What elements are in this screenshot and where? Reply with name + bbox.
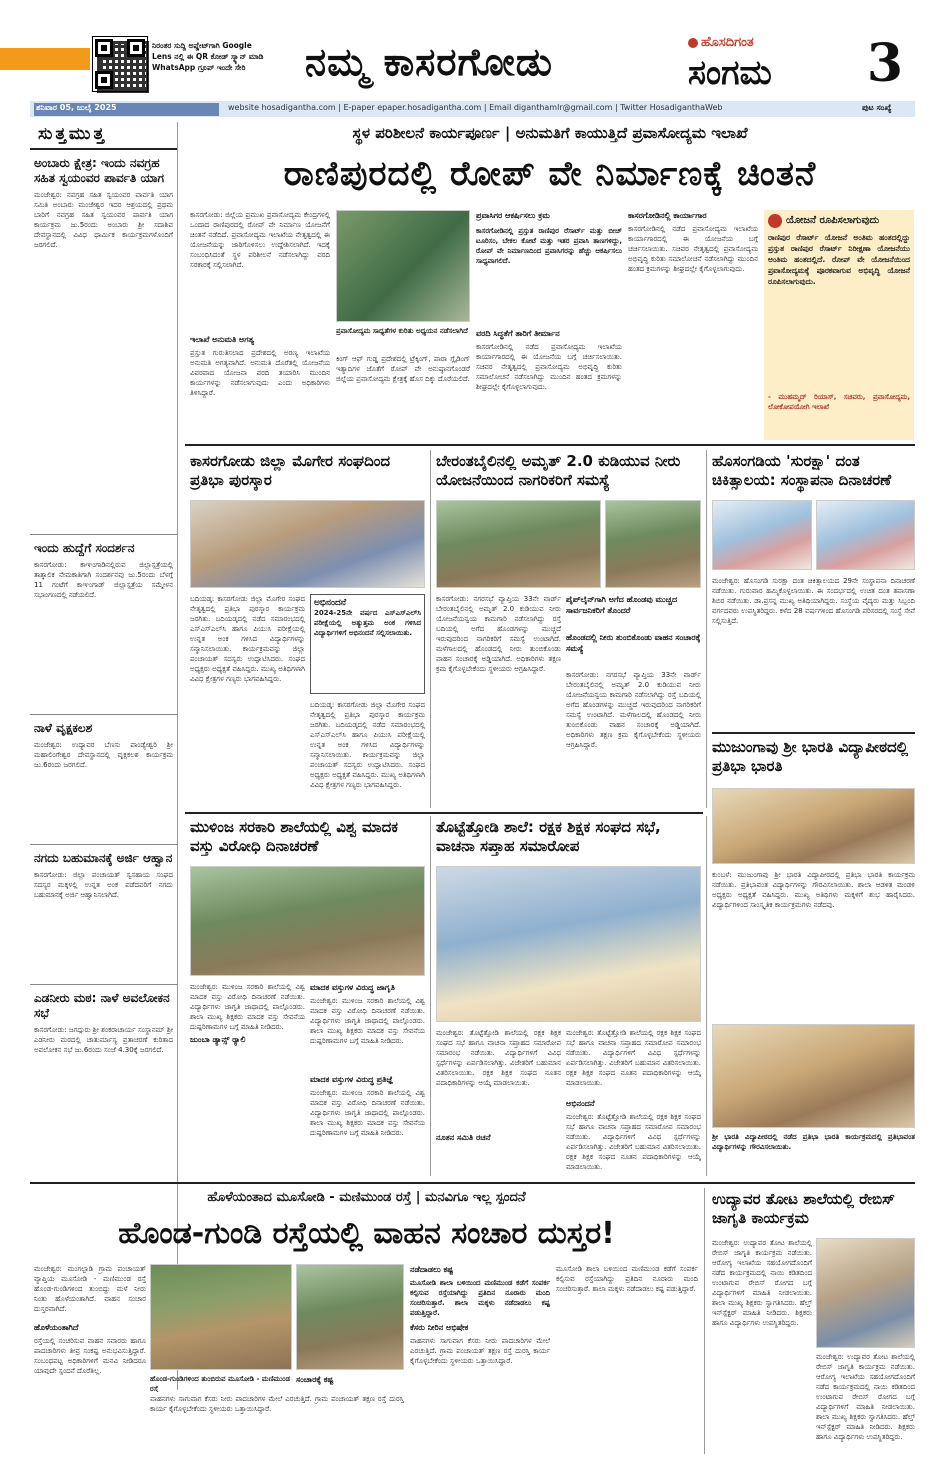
award-body: ಬದಿಯಡ್ಕ: ಕಾಸರಗೋಡು ಜಿಲ್ಲಾ ಮೊಗೇರ ಸಂಘದ ನೇತೃತ್ವದಲ್ಲಿ ಪ್ರತಿಭಾ ಪುರಸ್ಕಾರ ಕಾರ್ಯಕ್ರಮ ಜರಗಿತು. ಬದಿಯಡ್ಕದಲ್ಲಿ ನಡೆದ ಸಮಾರಂಭದಲ್ಲಿ ಎಸ್ಎಸ್ಎಲ್‌ಸಿ ಹಾಗೂ ಪಿಯುಸಿ ಪರೀಕ್ಷೆಯಲ್ಲಿ ಉನ್ನತ ಅಂಕ ಗಳಿಸಿದ ವಿದ್ಯಾರ್ಥಿಗಳನ್ನು ಸನ್ಮಾನಿಸಲಾಯಿತು. ಕಾರ್ಯಕ್ರಮವನ್ನು ಜಿಲ್ಲಾ ಪಂಚಾಯತ್ ಸದಸ್ಯರು ಉದ್ಘಾಟಿಸಿದರು. ಸಂಘದ ಅಧ್ಯಕ್ಷರು ಅಧ್ಯಕ್ಷತೆ ವಹಿಸಿದ್ದರು. ಮುಖ್ಯ ಅತಿಥಿಗಳಾಗಿ ವಿವಿಧ ಕ್ಷೇತ್ರಗಳ ಗಣ್ಯರು ಭಾಗವಹಿಸಿದ್ದರು. [190, 595, 305, 683]
sidebar-item-body: ಕಾಸರಗೋಡು: ಜಗದ್ಗುರು ಶ್ರೀ ಶಂಕರಾಚಾರ್ಯ ಸಂಸ್ಥಾನಮ್ ಶ್ರೀ ಎಡನೀರು ಮಠದಲ್ಲಿ ಚಾತುರ್ಮಾಸ್ಯ ವ್ರತಾಚರಣೆ ಕುರಿತಾದ ಅವಲೋಕನ ಸಭೆ ಜು.6ರಂದು ಸಂಜೆ 4.30ಕ್ಕೆ ಜರಗಲಿದೆ. [34, 1026, 173, 1054]
road-body-1: ಮಂಜೇಶ್ವರ: ಮಂಗಲ್ಪಾಡಿ ಗ್ರಾಮ ಪಂಚಾಯತ್ ವ್ಯಾಪ್ತಿಯ ಮೂಸೋಡಿ - ಮಣಿಮುಂಡ ರಸ್ತೆ ಹೊಂಡ-ಗುಂಡಿಗಳಿಂದ ತುಂಬಿದ್ದು ಮಳೆ ನೀರು ನಿಂತು ಹೊಳೆಯಂತಾಗಿದೆ. ವಾಹನ ಸಂಚಾರ ದುಸ್ತರವಾಗಿದೆ. [34, 1265, 146, 1313]
award-box [310, 594, 425, 694]
water-headline: ಬೇರಂತಬೈಲಿನಲ್ಲಿ ಅಮೃತ್ 2.0 ಕುಡಿಯುವ ನೀರು ಯೋಜನೆಯಿಂದ ನಾಗರಿಕರಿಗೆ ಸಮಸ್ಯೆ [436, 452, 681, 489]
sidebar-item [30, 849, 177, 980]
sidebar-item-head: ಎಡನೀರು ಮಠ: ನಾಳೆ ಅವಲೋಕನ ಸಭೆ [34, 991, 170, 1020]
brand-circle-icon [688, 38, 698, 48]
water-photo-2 [605, 500, 701, 588]
drug-subhead-2: ಮಾದಕ ವಸ್ತುಗಳ ವಿರುದ್ಧ ಜಾಗೃತಿ [310, 983, 395, 992]
hospital-photo-2 [816, 500, 915, 570]
road-kicker: ಹೊಳೆಯಂತಾದ ಮೂಸೋಡಿ - ಮಣಿಮುಂಡ ರಸ್ತೆ | ಮನವಿಗೂ ಇಲ್ಲ ಸ್ಪಂದನೆ [207, 1190, 526, 1205]
sidebar-item-body: ಕಾಸರಗೋಡು: ಕಾಞಂಗಾಡಿನಲ್ಲಿರುವ ಜಿಲ್ಲಾಸ್ಪತ್ರೆಯಲ್ಲಿ ತಾತ್ಕಾಲಿಕ ನೇಮಕಾತಿಗಾಗಿ ಸಂದರ್ಶನವು ಜು.5ರಂದು ಬೆಳಗ್ಗೆ 11 ಗಂಟೆಗೆ ಕಾಞಂಗಾಡ್ ಜಿಲ್ಲಾಸ್ಪತ್ರೆಯ ಸಮ್ಮೇಳನ ಸಭಾಂಗಣದಲ್ಲಿ ನಡೆಯಲಿದೆ. [34, 561, 173, 599]
section-title: ಸಂಗಮ [688, 53, 772, 93]
award-body-2: ಬದಿಯಡ್ಕ: ಕಾಸರಗೋಡು ಜಿಲ್ಲಾ ಮೊಗೇರ ಸಂಘದ ನೇತೃತ್ವದಲ್ಲಿ ಪ್ರತಿಭಾ ಪುರಸ್ಕಾರ ಕಾರ್ಯಕ್ರಮ ಜರಗಿತು. ಬದಿಯಡ್ಕದಲ್ಲಿ ನಡೆದ ಸಮಾರಂಭದಲ್ಲಿ ಎಸ್ಎಸ್ಎಲ್‌ಸಿ ಹಾಗೂ ಪಿಯುಸಿ ಪರೀಕ್ಷೆಯಲ್ಲಿ ಉನ್ನತ ಅಂಕ ಗಳಿಸಿದ ವಿದ್ಯಾರ್ಥಿಗಳನ್ನು ಸನ್ಮಾನಿಸಲಾಯಿತು. ಕಾರ್ಯಕ್ರಮವನ್ನು ಜಿಲ್ಲಾ ಪಂಚಾಯತ್ ಸದಸ್ಯರು ಉದ್ಘಾಟಿಸಿದರು. ಸಂಘದ ಅಧ್ಯಕ್ಷರು ಅಧ್ಯಕ್ಷತೆ ವಹಿಸಿದ್ದರು. ಮುಖ್ಯ ಅತಿಥಿಗಳಾಗಿ ವಿವಿಧ ಕ್ಷೇತ್ರಗಳ ಗಣ್ಯರು ಭಾಗವಹಿಸಿದ್ದರು. [310, 701, 425, 789]
rabies-body: ಮಂಜೇಶ್ವರ: ಉದ್ಯಾವರ ತೋಟ ಶಾಲೆಯಲ್ಲಿ ರೇಬಿಸ್ ಜಾಗೃತಿ ಕಾರ್ಯಕ್ರಮ ನಡೆಯಿತು. ಆರೋಗ್ಯ ಇಲಾಖೆಯ ಸಹಯೋಗದೊಂದಿಗೆ ನಡೆದ ಕಾರ್ಯಕ್ರಮದಲ್ಲಿ ನಾಯಿ ಕಡಿತದಿಂದ ಉಂಟಾಗುವ ರೇಬಿಸ್ ರೋಗದ ಬಗ್ಗೆ ವಿದ್ಯಾರ್ಥಿಗಳಿಗೆ ಮಾಹಿತಿ ನೀಡಲಾಯಿತು. ಶಾಲಾ ಮುಖ್ಯ ಶಿಕ್ಷಕರು ಸ್ವಾಗತಿಸಿದರು. ಹೆಲ್ತ್ ಇನ್‌ಸ್ಪೆಕ್ಟರ್ ಮಾಹಿತಿ ನೀಡಿದರು. ಶಿಕ್ಷಕರು ಹಾಗೂ ವಿದ್ಯಾರ್ಥಿಗಳು ಉಪಸ್ಥಿತರಿದ್ದರು. [712, 1239, 812, 1327]
bharathi-body: ಕುಂಬಳೆ: ಮುಜುಂಗಾವು ಶ್ರೀ ಭಾರತಿ ವಿದ್ಯಾಪೀಠದಲ್ಲಿ ಪ್ರತಿಭಾ ಭಾರತಿ ಕಾರ್ಯಕ್ರಮ ನಡೆಯಿತು. ಪ್ರತಿಭಾವಂತ ವಿದ್ಯಾರ್ಥಿಗಳನ್ನು ಗೌರವಿಸಲಾಯಿತು. ಶಾಲಾ ಆಡಳಿತ ಮಂಡಳಿ ಅಧ್ಯಕ್ಷರು ಅಧ್ಯಕ್ಷತೆ ವಹಿಸಿದ್ದರು. ಮುಖ್ಯ ಅತಿಥಿಗಳು ಮಕ್ಕಳಿಗೆ ಶುಭ ಹಾರೈಸಿದರು. ವಿದ್ಯಾರ್ಥಿಗಳಿಂದ ಸಾಂಸ್ಕೃತಿಕ ಕಾರ್ಯಕ್ರಮಗಳು ನಡೆದವು. [712, 871, 915, 909]
school-subhead-2: ಅಭಿನಂದನೆ [566, 1099, 595, 1108]
road-subhead-4: ಸಂಚಾರಕ್ಕೆ ಕಷ್ಟ [296, 1375, 334, 1384]
qr-code[interactable] [92, 36, 148, 92]
info-pin-icon [768, 214, 782, 228]
lead-infobox [764, 210, 914, 440]
drug-headline: ಮುಳಿಂಜ ಸರಕಾರಿ ಶಾಲೆಯಲ್ಲಿ ವಿಶ್ವ ಮಾದಕ ವಸ್ತು ವಿರೋಧಿ ದಿನಾಚರಣೆ [190, 818, 399, 855]
road-caption: ಹೊಂಡ-ಗುಂಡಿಗಳಿಂದ ತುಂಬಿರುವ ಮೂಸೋಡಿ - ಮಣಿಮುಂಡ ರಸ್ತೆ [150, 1375, 290, 1392]
sidebar-item-body: ಕಾಸರಗೋಡು: ಜಿಲ್ಲಾ ಪಂಚಾಯತ್ ಸ್ವಸಹಾಯ ಸಂಘದ ಸದಸ್ಯರ ಮಕ್ಕಳಲ್ಲಿ ಉನ್ನತ ಅಂಕ ಪಡೆದವರಿಗೆ ನಗದು ಬಹುಮಾನಕ್ಕೆ ಅರ್ಜಿ ಆಹ್ವಾನಿಸಲಾಗಿದೆ. [34, 871, 173, 899]
bharathi-headline: ಮುಜುಂಗಾವು ಶ್ರೀ ಭಾರತಿ ವಿದ್ಯಾಪೀಠದಲ್ಲಿ ಪ್ರತಿಭಾ ಭಾರತಿ [712, 738, 909, 775]
rabies-body-2: ಮಂಜೇಶ್ವರ: ಉದ್ಯಾವರ ತೋಟ ಶಾಲೆಯಲ್ಲಿ ರೇಬಿಸ್ ಜಾಗೃತಿ ಕಾರ್ಯಕ್ರಮ ನಡೆಯಿತು. ಆರೋಗ್ಯ ಇಲಾಖೆಯ ಸಹಯೋಗದೊಂದಿಗೆ ನಡೆದ ಕಾರ್ಯಕ್ರಮದಲ್ಲಿ ನಾಯಿ ಕಡಿತದಿಂದ ಉಂಟಾಗುವ ರೇಬಿಸ್ ರೋಗದ ಬಗ್ಗೆ ವಿದ್ಯಾರ್ಥಿಗಳಿಗೆ ಮಾಹಿತಿ ನೀಡಲಾಯಿತು. ಶಾಲಾ ಮುಖ್ಯ ಶಿಕ್ಷಕರು ಸ್ವಾಗತಿಸಿದರು. ಹೆಲ್ತ್ ಇನ್‌ಸ್ಪೆಕ್ಟರ್ ಮಾಹಿತಿ ನೀಡಿದರು. ಶಿಕ್ಷಕರು ಹಾಗೂ ವಿದ್ಯಾರ್ಥಿಗಳು ಉಪಸ್ಥಿತರಿದ್ದರು. [816, 1353, 915, 1441]
drug-photo [190, 866, 425, 976]
award-box-title: ಅಭಿನಂದನೆ [314, 598, 347, 608]
road-subhead-1: ಹೊಳೆಯಂತಾಗಿದೆ [34, 1323, 79, 1332]
info-body: ರಾಣಿಪುರ ರೆಸಾರ್ಟ್ ಯೋಜನೆ ಅಂತಿಮ ಹಂತದಲ್ಲಿದ್ದು ಪ್ರಸ್ತುತ ರಾಣಿಪುರ ರೆಸಾರ್ಟ್ ನಿರೀಕ್ಷಣಾ ಯೋಜನೆಯು ಅಂತಿಮ ಹಂತದಲ್ಲಿದೆ. ರೋಪ್ ವೇ ಯೋಜನೆಯಿಂದ ಪ್ರವಾಸೋದ್ಯಮಕ್ಕೆ ಪೂರಕವಾಗುವ ಅಭಿವೃದ್ಧಿ ಯೋಜನೆ ರೂಪಿಸಲಾಗುವುದು. [768, 233, 910, 286]
date-line: ಶನಿವಾರ 05, ಜುಲೈ 2025 [34, 103, 219, 116]
hospital-photo-1 [712, 500, 812, 570]
water-callout-1: ಪೈಪ್‌ಲೈನ್‌ಗಾಗಿ ಅಗೆದ ಹೊಂಡವು ಮುಚ್ಚದ ಸಾರ್ವಜನಿಕರಿಗೆ ತೊಂದರೆ [566, 595, 678, 615]
masthead-title: ನಮ್ಮ ಕಾಸರಗೋಡು [305, 39, 554, 84]
sidebar-item-head: ಅಂಬಾರು ಕ್ಷೇತ್ರ: ಇಂದು ನವಗ್ರಹ ಸಹಿತ ಸ್ವಯಂವರ ಪಾರ್ವತಿ ಯಾಗ [34, 156, 165, 185]
road-body-4b: ವಾಹನಗಳು ಸಾಗುವಾಗ ಕೆಸರು ನೀರು ಪಾದಚಾರಿಗಳ ಮೇಲೆ ಎರಚುತ್ತಿದೆ. ಗ್ರಾಮ ಪಂಚಾಯತ್ ತಕ್ಷಣ ರಸ್ತೆ ದುರಸ್ತಿ ಕಾರ್ಯ ಕೈಗೊಳ್ಳಬೇಕೆಂದು ಸ್ಥಳೀಯರು ಒತ್ತಾಯಿಸಿದ್ದಾರೆ. [150, 1395, 404, 1413]
lead-photo-caption: ಪ್ರವಾಸೋದ್ಯಮ ಸಾಧ್ಯತೆಗಳ ಕುರಿತು ಅಧ್ಯಯನ ನಡೆಸಲಾಗಿದೆ [336, 327, 468, 335]
lead-body-1: ಕಾಸರಗೋಡು: ಜಿಲ್ಲೆಯ ಪ್ರಮುಖ ಪ್ರವಾಸೋದ್ಯಮ ಕೇಂದ್ರಗಳಲ್ಲಿ ಒಂದಾದ ರಾಣಿಪುರದಲ್ಲಿ ರೋಪ್ ವೇ ನಿರ್ಮಾಣ ಯೋಜನೆಗೆ ಚಿಂತನೆ ನಡೆದಿದೆ. ಪ್ರವಾಸೋದ್ಯಮ ಇಲಾಖೆಯ ನೇತೃತ್ವದಲ್ಲಿ ಈ ಯೋಜನೆಯನ್ನು ಜಾರಿಗೊಳಿಸಲು ಉದ್ದೇಶಿಸಲಾಗಿದೆ. ಇದಕ್ಕೆ ಸಂಬಂಧಿಸಿದಂತೆ ಸ್ಥಳ ಪರಿಶೀಲನೆ ನಡೆಸಲಾಗಿದ್ದು ವರದಿ ಸರಕಾರಕ್ಕೆ ಸಲ್ಲಿಸಲಾಗಿದೆ. [190, 211, 330, 269]
award-headline: ಕಾಸರಗೋಡು ಜಿಲ್ಲಾ ಮೊಗೇರ ಸಂಘದಿಂದ ಪ್ರತಿಭಾ ಪುರಸ್ಕಾರ [190, 452, 391, 489]
sidebar-item [30, 150, 177, 530]
drug-subhead-1: ಜುಂಬಾ ಡ್ಯಾನ್ಸ್ ರ‍್ಯಾಲಿ [190, 1034, 305, 1046]
award-box-body: 2024-25ನೇ ವರ್ಷದ ಎಸ್ಎಸ್ಎಲ್‌ಸಿ ಪರೀಕ್ಷೆಯಲ್ಲಿ ಅತ್ಯುತ್ತಮ ಅಂಕ ಗಳಿಸಿದ ವಿದ್ಯಾರ್ಥಿಗಳಿಗೆ ಅಭಿನಂದನೆ ಸಲ್ಲಿಸಲಾಯಿತು. [314, 609, 421, 637]
sidebar-item-head: ನಾಳೆ ವೃಕ್ಷಕಲಶ [34, 721, 93, 735]
road-body-3: ಮೂಸೋಡಿ ಶಾಲಾ ಬಳಿಯಿಂದ ಮಣಿಮುಂಡ ಕಡೆಗೆ ಸಂಪರ್ಕ ಕಲ್ಪಿಸುವ ರಸ್ತೆಯಾಗಿದ್ದು ಪ್ರತಿದಿನ ನೂರಾರು ಮಂದಿ ಸಂಚರಿಸುತ್ತಾರೆ. ಶಾಲಾ ಮಕ್ಕಳು ನಡೆದಾಡಲು ಕಷ್ಟ ಪಡುತ್ತಿದ್ದಾರೆ. [410, 1279, 550, 1317]
school-body-2: ಮಂಜೇಶ್ವರ: ತೊಟ್ಟೆತ್ತೋಡಿ ಶಾಲೆಯಲ್ಲಿ ರಕ್ಷಕ ಶಿಕ್ಷಕ ಸಂಘದ ಸಭೆ ಹಾಗೂ ವಾಚನಾ ಸಪ್ತಾಹದ ಸಮಾರೋಪ ಸಮಾರಂಭ ನಡೆಯಿತು. ವಿದ್ಯಾರ್ಥಿಗಳಿಗೆ ವಿವಿಧ ಸ್ಪರ್ಧೆಗಳನ್ನು ಏರ್ಪಡಿಸಲಾಗಿತ್ತು. ವಿಜೇತರಿಗೆ ಬಹುಮಾನ ವಿತರಿಸಲಾಯಿತು. ರಕ್ಷಕ ಶಿಕ್ಷಕ ಸಂಘದ ನೂತನ ಪದಾಧಿಕಾರಿಗಳನ್ನು ಆಯ್ಕೆ ಮಾಡಲಾಯಿತು. [566, 1029, 701, 1087]
lead-body-4b: ಕಾಸರಗೋಡಿನಲ್ಲಿ ನಡೆದ ಪ್ರವಾಸೋದ್ಯಮ ಇಲಾಖೆಯ ಕಾರ್ಯಾಗಾರದಲ್ಲಿ ಈ ಯೋಜನೆಯ ಬಗ್ಗೆ ಚರ್ಚಿಸಲಾಯಿತು. ಸಚಿವರ ನೇತೃತ್ವದಲ್ಲಿ ಪ್ರವಾಸೋದ್ಯಮ ಅಭಿವೃದ್ಧಿ ಕುರಿತು ಸಮಾಲೋಚನೆ ನಡೆಸಲಾಗಿದ್ದು ಮುಂದಿನ ಹಂತದ ಕ್ರಮಗಳನ್ನು ಶೀಘ್ರದಲ್ಲೇ ಕೈಗೊಳ್ಳಲಾಗುವುದು. [628, 225, 758, 273]
bharathi-photo-1 [712, 788, 915, 864]
water-callout-2: ಹೊಂಡದಲ್ಲಿ ನೀರು ತುಂಬಿಕೊಂಡು ವಾಹನ ಸಂಚಾರಕ್ಕೆ ಸಮಸ್ಯೆ [566, 633, 701, 653]
sidebar-item-head: ನಗದು ಬಹುಮಾನಕ್ಕೆ ಅರ್ಜಿ ಆಹ್ವಾನ [34, 851, 173, 865]
lead-headline: ರಾಣಿಪುರದಲ್ಲಿ ರೋಪ್ ವೇ ನಿರ್ಮಾಣಕ್ಕೆ ಚಿಂತನೆ [283, 154, 817, 194]
water-body-2: ಕಾಸರಗೋಡು: ನಗರಸಭೆ ವ್ಯಾಪ್ತಿಯ 33ನೇ ವಾರ್ಡ್ ಬೇರಂತಬೈಲಿನಲ್ಲಿ ಅಮೃತ್ 2.0 ಕುಡಿಯುವ ನೀರು ಯೋಜನೆಯನ್ವಯ ಕಾಮಗಾರಿ ನಡೆಸಲಾಗಿದ್ದು ರಸ್ತೆ ಬದಿಯಲ್ಲಿ ಅಗೆದ ಹೊಂಡಗಳನ್ನು ಮುಚ್ಚದೆ ಇರುವುದರಿಂದ ನಾಗರಿಕರಿಗೆ ಸಮಸ್ಯೆ ಉಂಟಾಗಿದೆ. ಮಳೆಗಾಲದಲ್ಲಿ ಹೊಂಡದಲ್ಲಿ ನೀರು ತುಂಬಿಕೊಂಡು ವಾಹನ ಸಂಚಾರಕ್ಕೆ ಅಡ್ಡಿಯಾಗಿದೆ. ಅಧಿಕಾರಿಗಳು ತಕ್ಷಣ ಕ್ರಮ ಕೈಗೊಳ್ಳಬೇಕೆಂದು ಸ್ಥಳೀಯರು ಆಗ್ರಹಿಸಿದ್ದಾರೆ. [566, 671, 701, 749]
school-subhead-1: ನೂತನ ಸಮಿತಿ ರಚನೆ [436, 1132, 561, 1144]
page-number: 3 [866, 33, 904, 94]
road-body-4: ವಾಹನಗಳು ಸಾಗುವಾಗ ಕೆಸರು ನೀರು ಪಾದಚಾರಿಗಳ ಮೇಲೆ ಎರಚುತ್ತಿದೆ. ಗ್ರಾಮ ಪಂಚಾಯತ್ ತಕ್ಷಣ ರಸ್ತೆ ದುರಸ್ತಿ ಕಾರ್ಯ ಕೈಗೊಳ್ಳಬೇಕೆಂದು ಸ್ಥಳೀಯರು ಒತ್ತಾಯಿಸಿದ್ದಾರೆ. [410, 1337, 550, 1365]
water-photo-1 [436, 500, 601, 588]
lead-photo-hill [336, 210, 470, 322]
sidebar-item [30, 539, 177, 710]
bharathi-photo-2 [712, 1024, 915, 1128]
info-credit: - ಮುಹಮ್ಮದ್ ರಿಯಾಸ್, ಸಚಿವರು, ಪ್ರವಾಸೋದ್ಯಮ, ಲೋಕೋಪಯೋಗಿ ಇಲಾಖೆ [768, 393, 910, 411]
sidebar-item-head: ಇಂದು ಹುದ್ದೆಗೆ ಸಂದರ್ಶನ [34, 541, 135, 555]
road-photo-2 [296, 1264, 404, 1370]
sidebar-item-body: ಮಂಜೇಶ್ವರ: ನವಗ್ರಹ ಸಹಿತ ಸ್ವಯಂವರ ಪಾರ್ವತಿ ಯಾಗ ಸಮಿತಿ ಅಂಬಾರು ಮಂಜೇಶ್ವರ ಇದರ ಆಶ್ರಯದಲ್ಲಿ ಪ್ರಥಮ ಬಾರಿಗೆ ನವಗ್ರಹ ಸಹಿತ ಸ್ವಯಂವರ ಪಾರ್ವತಿ ಯಾಗ ಕಾರ್ಯಕ್ರಮ ಜು.5ರಂದು ಅಂಬಾರು ಶ್ರೀ ಸದಾಶಿವ ದೇವಸ್ಥಾನದಲ್ಲಿ ವಿವಿಧ ಧಾರ್ಮಿಕ ಕಾರ್ಯಕ್ರಮಗಳೊಂದಿಗೆ ಜರಗಲಿದೆ. [34, 191, 173, 249]
hospital-body: ಮಂಜೇಶ್ವರ: ಹೊಸಂಗಡಿ ಸುರಕ್ಷಾ ದಂತ ಚಿಕಿತ್ಸಾಲಯದ 29ನೇ ಸಂಸ್ಥಾಪನಾ ದಿನಾಚರಣೆ ನಡೆಯಿತು. ಗುರುವಾರ ಹಮ್ಮಿಕೊಳ್ಳಲಾಯಿತು. ಈ ಸಂದರ್ಭದಲ್ಲಿ ಉಚಿತ ದಂತ ತಪಾಸಣಾ ಶಿಬಿರ ನಡೆಯಿತು. ಡಾ.ಪ್ರಸನ್ನ ಮುಖ್ಯ ಅತಿಥಿಯಾಗಿದ್ದರು. ಸಂಸ್ಥೆಯ ವೈದ್ಯರು ಮತ್ತು ಸಿಬ್ಬಂದಿ ವರ್ಗದವರು ಉಪಸ್ಥಿತರಿದ್ದರು. ಕಳೆದ 28 ವರ್ಷಗಳಿಂದ ಹೊಸಂಗಡಿ ಪರಿಸರದಲ್ಲಿ ಸಂಸ್ಥೆ ಸೇವೆ ಸಲ್ಲಿಸುತ್ತಿದೆ. [712, 577, 915, 625]
sidebar-title: ಸುತ್ತಮುತ್ತ [30, 122, 177, 150]
rabies-photo [816, 1238, 915, 1348]
school-body: ಮಂಜೇಶ್ವರ: ತೊಟ್ಟೆತ್ತೋಡಿ ಶಾಲೆಯಲ್ಲಿ ರಕ್ಷಕ ಶಿಕ್ಷಕ ಸಂಘದ ಸಭೆ ಹಾಗೂ ವಾಚನಾ ಸಪ್ತಾಹದ ಸಮಾರೋಪ ಸಮಾರಂಭ ನಡೆಯಿತು. ವಿದ್ಯಾರ್ಥಿಗಳಿಗೆ ವಿವಿಧ ಸ್ಪರ್ಧೆಗಳನ್ನು ಏರ್ಪಡಿಸಲಾಗಿತ್ತು. ವಿಜೇತರಿಗೆ ಬಹುಮಾನ ವಿತರಿಸಲಾಯಿತು. ರಕ್ಷಕ ಶಿಕ್ಷಕ ಸಂಘದ ನೂತನ ಪದಾಧಿಕಾರಿಗಳನ್ನು ಆಯ್ಕೆ ಮಾಡಲಾಯಿತು. [436, 1029, 561, 1087]
rabies-headline: ಉದ್ಯಾವರ ತೋಟ ಶಾಲೆಯಲ್ಲಿ ರೇಬಿಸ್ ಜಾಗೃತಿ ಕಾರ್ಯಕ್ರಮ [712, 1190, 895, 1227]
school-body-3: ಮಂಜೇಶ್ವರ: ತೊಟ್ಟೆತ್ತೋಡಿ ಶಾಲೆಯಲ್ಲಿ ರಕ್ಷಕ ಶಿಕ್ಷಕ ಸಂಘದ ಸಭೆ ಹಾಗೂ ವಾಚನಾ ಸಪ್ತಾಹದ ಸಮಾರೋಪ ಸಮಾರಂಭ ನಡೆಯಿತು. ವಿದ್ಯಾರ್ಥಿಗಳಿಗೆ ವಿವಿಧ ಸ್ಪರ್ಧೆಗಳನ್ನು ಏರ್ಪಡಿಸಲಾಗಿತ್ತು. ವಿಜೇತರಿಗೆ ಬಹುಮಾನ ವಿತರಿಸಲಾಯಿತು. ರಕ್ಷಕ ಶಿಕ್ಷಕ ಸಂಘದ ನೂತನ ಪದಾಧಿಕಾರಿಗಳನ್ನು ಆಯ್ಕೆ ಮಾಡಲಾಯಿತು. [566, 1113, 701, 1171]
road-photo-1 [150, 1264, 292, 1370]
page-label: ಪುಟ ಸಂಖ್ಯೆ [862, 103, 892, 112]
drug-subhead-3: ಮಾದಕ ವಸ್ತುಗಳ ವಿರುದ್ಧ ಪ್ರತಿಜ್ಞೆ [310, 1075, 394, 1084]
lead-subhead-1: ಇಲಾಖೆ ಅನುಮತಿ ಅಗತ್ಯ [190, 335, 254, 344]
road-body-5: ಮೂಸೋಡಿ ಶಾಲಾ ಬಳಿಯಿಂದ ಮಣಿಮುಂಡ ಕಡೆಗೆ ಸಂಪರ್ಕ ಕಲ್ಪಿಸುವ ರಸ್ತೆಯಾಗಿದ್ದು ಪ್ರತಿದಿನ ನೂರಾರು ಮಂದಿ ಸಂಚರಿಸುತ್ತಾರೆ. ಶಾಲಾ ಮಕ್ಕಳು ನಡೆದಾಡಲು ಕಷ್ಟ ಪಡುತ್ತಿದ್ದಾರೆ. [556, 1265, 698, 1293]
sidebar-item-body: ಮಂಜೇಶ್ವರ: ಉದ್ಯಾವರ ಬೆಣಸು ಪಾಂಡ್ಯೇಶ್ವರಿ ಶ್ರೀ ಮಹಾಲಿಂಗೇಶ್ವರ ದೇವಸ್ಥಾನದಲ್ಲಿ ವೃಕ್ಷಕಲಶ ಕಾರ್ಯಕ್ರಮ ಜು.6ರಂದು ಜರಗಲಿದೆ. [34, 741, 173, 769]
sidebar-item [30, 719, 177, 840]
drug-body: ಮಂಜೇಶ್ವರ: ಮುಳಿಂಜ ಸರಕಾರಿ ಶಾಲೆಯಲ್ಲಿ ವಿಶ್ವ ಮಾದಕ ವಸ್ತು ವಿರೋಧಿ ದಿನಾಚರಣೆ ನಡೆಯಿತು. ವಿದ್ಯಾರ್ಥಿಗಳು ಜಾಗೃತಿ ಜಾಥಾದಲ್ಲಿ ಪಾಲ್ಗೊಂಡರು. ಶಾಲಾ ಮುಖ್ಯ ಶಿಕ್ಷಕರು ಮಾದಕ ವಸ್ತು ಸೇವನೆಯ ದುಷ್ಪರಿಣಾಮಗಳ ಬಗ್ಗೆ ಮಾಹಿತಿ ನೀಡಿದರು. [190, 983, 305, 1031]
lead-subhead-3: ಕಾಸರಗೋಡಿನಲ್ಲಿ ಕಾರ್ಯಾಗಾರ [628, 211, 707, 220]
header-orange-bar [0, 48, 90, 70]
info-head: ಯೋಜನೆ ರೂಪಿಸಲಾಗುವುದು [786, 215, 880, 226]
school-photo [436, 866, 701, 1022]
lead-body-2: ಪ್ರಸ್ತುತ ಗುರುತಿಸಲಾದ ಪ್ರದೇಶದಲ್ಲಿ ಅರಣ್ಯ ಇಲಾಖೆಯ ಅನುಮತಿ ಅಗತ್ಯವಾಗಿದೆ. ಅನುಮತಿ ದೊರೆತಲ್ಲಿ ಯೋಜನೆಯ ವಿವರವಾದ ಯೋಜನಾ ವರದಿ ತಯಾರಿಸಿ ಮುಂದಿನ ಕಾರ್ಯಗಳನ್ನು ನಡೆಸಲಾಗುವುದು ಎಂದು ಅಧಿಕಾರಿಗಳು ತಿಳಿಸಿದ್ದಾರೆ. [190, 349, 330, 397]
qr-caption: ನಿರಂತರ ಸುದ್ದಿ ಅಪ್ಡೇಟ್‌ಗಾಗಿ Google Lens ನಲ್ಲಿ ಈ QR ಕೋಡ್ ಸ್ಕ್ಯಾನ್ ಮಾಡಿ WhatsApp ಗ್ರೂಪ್ ಇಂದೇ ಸೇರಿ [152, 41, 264, 72]
lead-body-3: ಕಾಸರಗೋಡಿನಲ್ಲಿ ಪ್ರಸ್ತುತ ರಾಣಿಪುರ ರೆಸಾರ್ಟ್ ಮತ್ತು ಬೀಚ್ ಟೂರಿಸಂ, ಬೇಕಲ ಕೋಟೆ ಮತ್ತು ಇತರ ಪ್ರವಾಸಿ ತಾಣಗಳಿದ್ದು, ರೋಪ್ ವೇ ನಿರ್ಮಾಣದಿಂದ ಪ್ರವಾಸಿಗರನ್ನು ಹೆಚ್ಚು ಆಕರ್ಷಿಸಲು ಸಾಧ್ಯವಾಗಲಿದೆ. [476, 227, 622, 265]
brand-name: ಹೊಸದಿಗಂತ [701, 35, 754, 50]
road-subhead-2: ನಡೆದಾಡಲು ಕಷ್ಟ [410, 1265, 454, 1274]
header-links[interactable]: website hosadiganthа.com | E-paper epaper.hosadigantha.com | Email diganthamlr@gmail.com | Twitter HosadiganthaWeb [228, 103, 723, 112]
lead-subhead-2: ಪ್ರವಾಸಿಗರ ಆಕರ್ಷಿಸಲು ಕ್ರಮ [476, 211, 550, 220]
lead-subhead-4: ವರದಿ ಸಿದ್ಧತೆಗೆ ತಾರಿಗೆ ತೀರ್ಮಾನ [476, 329, 560, 338]
lead-kicker: ಸ್ಥಳ ಪರಿಶೀಲನೆ ಕಾರ್ಯಪೂರ್ಣ | ಅನುಮತಿಗೆ ಕಾಯುತ್ತಿದೆ ಪ್ರವಾಸೋದ್ಯಮ ಇಲಾಖೆ [352, 124, 748, 142]
lead-body-5: ಕಿಂಗ್ ಆಫ್ ಗುಡ್ಡ ಪ್ರದೇಶದಲ್ಲಿ ಟ್ರೆಕ್ಕಿಂಗ್, ಪಾರಾ ಗ್ಲೈಡಿಂಗ್ ಇತ್ಯಾದಿಗಳ ಜೊತೆಗೆ ರೋಪ್ ವೇ ಅನುಷ್ಠಾನಗೊಂಡರೆ ಜಿಲ್ಲೆಯ ಪ್ರವಾಸೋದ್ಯಮ ಕ್ಷೇತ್ರಕ್ಕೆ ಹೊಸ ದಿಕ್ಕು ದೊರೆಯಲಿದೆ. [336, 355, 470, 383]
award-photo [190, 500, 425, 588]
school-headline: ತೊಟ್ಟೆತ್ತೋಡಿ ಶಾಲೆ: ರಕ್ಷಕ ಶಿಕ್ಷಕ ಸಂಘದ ಸಭೆ, ವಾಚನಾ ಸಪ್ತಾಹ ಸಮಾರೋಪ [436, 818, 661, 855]
drug-body-2: ಮಂಜೇಶ್ವರ: ಮುಳಿಂಜ ಸರಕಾರಿ ಶಾಲೆಯಲ್ಲಿ ವಿಶ್ವ ಮಾದಕ ವಸ್ತು ವಿರೋಧಿ ದಿನಾಚರಣೆ ನಡೆಯಿತು. ವಿದ್ಯಾರ್ಥಿಗಳು ಜಾಗೃತಿ ಜಾಥಾದಲ್ಲಿ ಪಾಲ್ಗೊಂಡರು. ಶಾಲಾ ಮುಖ್ಯ ಶಿಕ್ಷಕರು ಮಾದಕ ವಸ್ತು ಸೇವನೆಯ ದುಷ್ಪರಿಣಾಮಗಳ ಬಗ್ಗೆ ಮಾಹಿತಿ ನೀಡಿದರು. [310, 997, 425, 1045]
lead-body-4: ಕಾಸರಗೋಡಿನಲ್ಲಿ ನಡೆದ ಪ್ರವಾಸೋದ್ಯಮ ಇಲಾಖೆಯ ಕಾರ್ಯಾಗಾರದಲ್ಲಿ ಈ ಯೋಜನೆಯ ಬಗ್ಗೆ ಚರ್ಚಿಸಲಾಯಿತು. ಸಚಿವರ ನೇತೃತ್ವದಲ್ಲಿ ಪ್ರವಾಸೋದ್ಯಮ ಅಭಿವೃದ್ಧಿ ಕುರಿತು ಸಮಾಲೋಚನೆ ನಡೆಸಲಾಗಿದ್ದು ಮುಂದಿನ ಹಂತದ ಕ್ರಮಗಳನ್ನು ಶೀಘ್ರದಲ್ಲೇ ಕೈಗೊಳ್ಳಲಾಗುವುದು. [476, 343, 622, 391]
brand-logo [688, 35, 818, 53]
road-body-2: ರಸ್ತೆಯಲ್ಲಿ ಸಂಚರಿಸುವ ವಾಹನ ಸವಾರರು ಹಾಗೂ ಪಾದಚಾರಿಗಳು ತೀವ್ರ ಸಂಕಷ್ಟ ಅನುಭವಿಸುತ್ತಿದ್ದಾರೆ. ಸಂಬಂಧಪಟ್ಟ ಅಧಿಕಾರಿಗಳಿಗೆ ಮನವಿ ನೀಡಿದರೂ ಯಾವುದೇ ಸ್ಪಂದನೆ ದೊರೆತಿಲ್ಲ. [34, 1337, 146, 1375]
water-body: ಕಾಸರಗೋಡು: ನಗರಸಭೆ ವ್ಯಾಪ್ತಿಯ 33ನೇ ವಾರ್ಡ್ ಬೇರಂತಬೈಲಿನಲ್ಲಿ ಅಮೃತ್ 2.0 ಕುಡಿಯುವ ನೀರು ಯೋಜನೆಯನ್ವಯ ಕಾಮಗಾರಿ ನಡೆಸಲಾಗಿದ್ದು ರಸ್ತೆ ಬದಿಯಲ್ಲಿ ಅಗೆದ ಹೊಂಡಗಳನ್ನು ಮುಚ್ಚದೆ ಇರುವುದರಿಂದ ನಾಗರಿಕರಿಗೆ ಸಮಸ್ಯೆ ಉಂಟಾಗಿದೆ. ಮಳೆಗಾಲದಲ್ಲಿ ಹೊಂಡದಲ್ಲಿ ನೀರು ತುಂಬಿಕೊಂಡು ವಾಹನ ಸಂಚಾರಕ್ಕೆ ಅಡ್ಡಿಯಾಗಿದೆ. ಅಧಿಕಾರಿಗಳು ತಕ್ಷಣ ಕ್ರಮ ಕೈಗೊಳ್ಳಬೇಕೆಂದು ಸ್ಥಳೀಯರು ಆಗ್ರಹಿಸಿದ್ದಾರೆ. [436, 595, 561, 673]
drug-body-3: ಮಂಜೇಶ್ವರ: ಮುಳಿಂಜ ಸರಕಾರಿ ಶಾಲೆಯಲ್ಲಿ ವಿಶ್ವ ಮಾದಕ ವಸ್ತು ವಿರೋಧಿ ದಿನಾಚರಣೆ ನಡೆಯಿತು. ವಿದ್ಯಾರ್ಥಿಗಳು ಜಾಗೃತಿ ಜಾಥಾದಲ್ಲಿ ಪಾಲ್ಗೊಂಡರು. ಶಾಲಾ ಮುಖ್ಯ ಶಿಕ್ಷಕರು ಮಾದಕ ವಸ್ತು ಸೇವನೆಯ ದುಷ್ಪರಿಣಾಮಗಳ ಬಗ್ಗೆ ಮಾಹಿತಿ ನೀಡಿದರು. [310, 1089, 425, 1137]
road-subhead-3: ಕೆಸರು ನೀರಿನ ಅಭಿಷೇಕ [410, 1323, 469, 1332]
hospital-headline: ಹೊಸಂಗಡಿಯ 'ಸುರಕ್ಷಾ' ದಂತ ಚಿಕಿತ್ಸಾಲಯ: ಸಂಸ್ಥಾಪನಾ ದಿನಾಚರಣೆ [712, 452, 892, 489]
bharathi-caption: ಶ್ರೀ ಭಾರತಿ ವಿದ್ಯಾಪೀಠದಲ್ಲಿ ನಡೆದ ಪ್ರತಿಭಾ ಭಾರತಿ ಕಾರ್ಯಕ್ರಮದಲ್ಲಿ ಪ್ರತಿಭಾವಂತ ವಿದ್ಯಾರ್ಥಿಗಳನ್ನು ಗೌರವಿಸಲಾಯಿತು. [712, 1133, 915, 1151]
road-headline: ಹೊಂಡ-ಗುಂಡಿ ರಸ್ತೆಯಲ್ಲಿ ವಾಹನ ಸಂಚಾರ ದುಸ್ತರ! [118, 1216, 615, 1251]
